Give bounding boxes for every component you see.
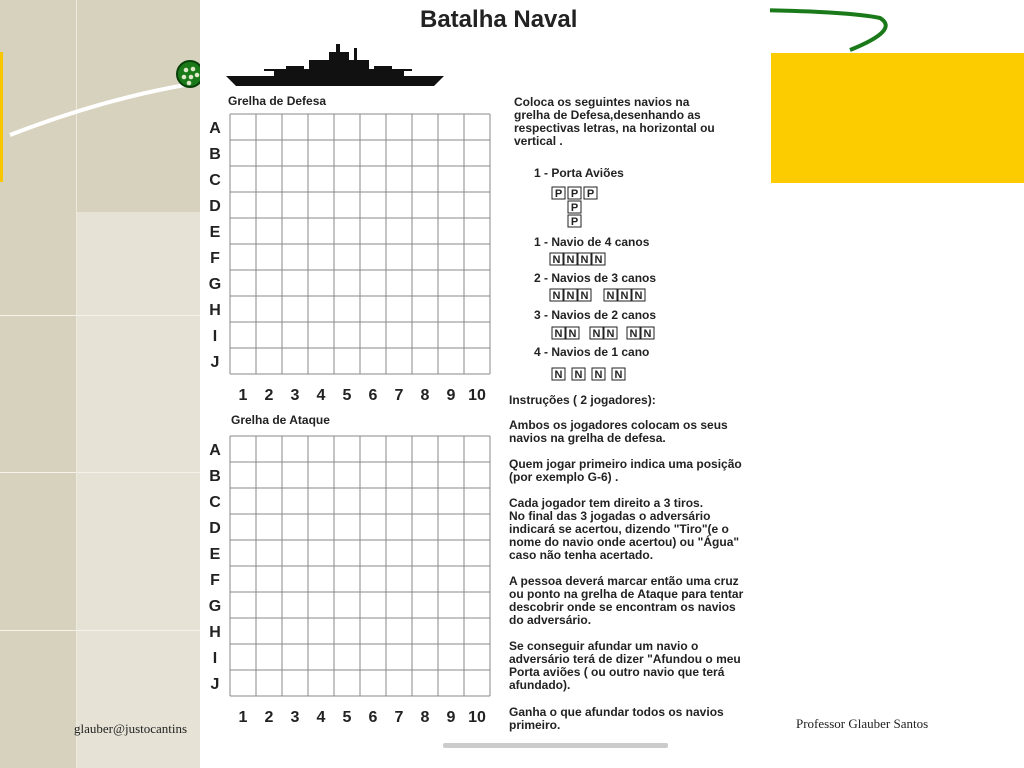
ship-letter: N: [606, 328, 615, 340]
col-label: 7: [394, 387, 404, 400]
ship-letter: N: [629, 328, 638, 340]
footer-author: Professor Glauber Santos: [796, 716, 929, 731]
instruction-paragraph: Quem jogar primeiro indica uma posição (por exemplo G-6) .: [509, 457, 742, 484]
defense-grid-title: Grelha de Defesa: [228, 94, 327, 108]
ship-letter: N: [580, 254, 589, 266]
row-label: H: [209, 624, 221, 641]
defense-grid: [200, 110, 500, 400]
row-label: F: [210, 250, 220, 267]
ship-letter: P: [570, 216, 579, 228]
ship-letter: N: [574, 369, 583, 381]
row-label: B: [209, 146, 221, 163]
ship-label: 1 - Navio de 4 canos: [534, 235, 650, 249]
row-label: J: [210, 354, 220, 371]
row-label: G: [208, 276, 222, 293]
instruction-paragraph: Se conseguir afundar um navio o adversário terá de dizer "Afundou o meu Porta aviões ( ou outro navio que terá afundado).: [509, 639, 741, 692]
ship-letter: N: [552, 254, 561, 266]
col-label: 1: [238, 387, 248, 400]
ship-letter: P: [554, 188, 563, 200]
ship-letter: N: [566, 290, 575, 302]
col-label: 4: [316, 709, 326, 722]
ship-letter: N: [594, 254, 603, 266]
ship-letter: N: [554, 328, 563, 340]
ship-letter: N: [552, 290, 561, 302]
row-label: H: [209, 302, 221, 319]
col-label: 3: [290, 387, 300, 400]
col-label: 6: [368, 709, 378, 722]
col-label: 2: [264, 387, 274, 400]
instruction-paragraph: Ambos os jogadores colocam os seus navios na grelha de defesa.: [509, 418, 728, 445]
row-label: D: [209, 520, 221, 537]
row-label: E: [209, 224, 221, 241]
ship-letter: N: [643, 328, 652, 340]
ship-label: 1 - Porta Aviões: [534, 166, 624, 180]
ship-letter: P: [586, 188, 595, 200]
row-label: J: [210, 676, 220, 693]
instructions-title: Instruções ( 2 jogadores):: [509, 393, 656, 407]
col-label: 2: [264, 709, 274, 722]
ship-letter: N: [594, 369, 603, 381]
col-label: 6: [368, 387, 378, 400]
left-panel-inner: [76, 212, 200, 768]
ship-letter: N: [606, 290, 615, 302]
col-label: 4: [316, 387, 326, 400]
ship-letter: N: [554, 369, 563, 381]
row-label: G: [208, 598, 222, 615]
divider: [0, 315, 200, 316]
col-label: 10: [468, 709, 486, 722]
divider: [0, 472, 200, 473]
sheet-shadow: [443, 743, 668, 748]
col-label: 8: [420, 709, 430, 722]
col-label: 10: [468, 387, 486, 400]
col-label: 5: [342, 709, 352, 722]
row-label: D: [209, 198, 221, 215]
ship-label: 2 - Navios de 3 canos: [534, 271, 657, 285]
ship-letter: N: [634, 290, 643, 302]
col-label: 7: [394, 709, 404, 722]
row-label: B: [209, 468, 221, 485]
ship-letter: N: [580, 290, 589, 302]
ship-label: 4 - Navios de 1 cano: [534, 345, 650, 359]
col-label: 8: [420, 387, 430, 400]
attack-grid: [200, 432, 500, 722]
ship-letter: P: [570, 202, 579, 214]
ship-label: 3 - Navios de 2 canos: [534, 308, 657, 322]
instruction-paragraph: A pessoa deverá marcar então uma cruz ou ponto na grelha de Ataque para tentar descobrir onde se encontram os navios do adversário.: [509, 574, 744, 627]
col-label: 9: [446, 387, 456, 400]
instruction-paragraph: Cada jogador tem direito a 3 tiros. No final das 3 jogadas o adversário indicará se acertou, dizendo "Tiro"(e o nome do navio onde acertou) ou "Água" caso não tenha acertado.: [509, 496, 740, 562]
row-label: I: [212, 328, 218, 345]
ship-letter: P: [570, 188, 579, 200]
row-label: I: [212, 650, 218, 667]
ship-letter: N: [566, 254, 575, 266]
col-label: 1: [238, 709, 248, 722]
attack-grid-title: Grelha de Ataque: [231, 413, 330, 427]
ship-letter: N: [620, 290, 629, 302]
row-label: A: [209, 442, 221, 459]
ship-letter: N: [614, 369, 623, 381]
col-label: 5: [342, 387, 352, 400]
row-label: E: [209, 546, 221, 563]
ship-letter: N: [592, 328, 601, 340]
ship-letter: N: [568, 328, 577, 340]
row-label: C: [209, 494, 221, 511]
divider: [0, 630, 200, 631]
col-label: 3: [290, 709, 300, 722]
footer-email: glauber@justocantins: [74, 721, 188, 736]
col-label: 9: [446, 709, 456, 722]
ship-diagrams: [540, 180, 670, 385]
row-label: C: [209, 172, 221, 189]
row-label: A: [209, 120, 221, 137]
instruction-paragraph: Ganha o que afundar todos os navios primeiro.: [509, 705, 724, 732]
placement-instructions: Coloca os seguintes navios na grelha de Defesa,desenhando as respectivas letras, na horizontal ou vertical .: [514, 95, 715, 148]
page-title: Batalha Naval: [420, 6, 578, 33]
battleship-icon: [224, 42, 446, 88]
row-label: F: [210, 572, 220, 589]
